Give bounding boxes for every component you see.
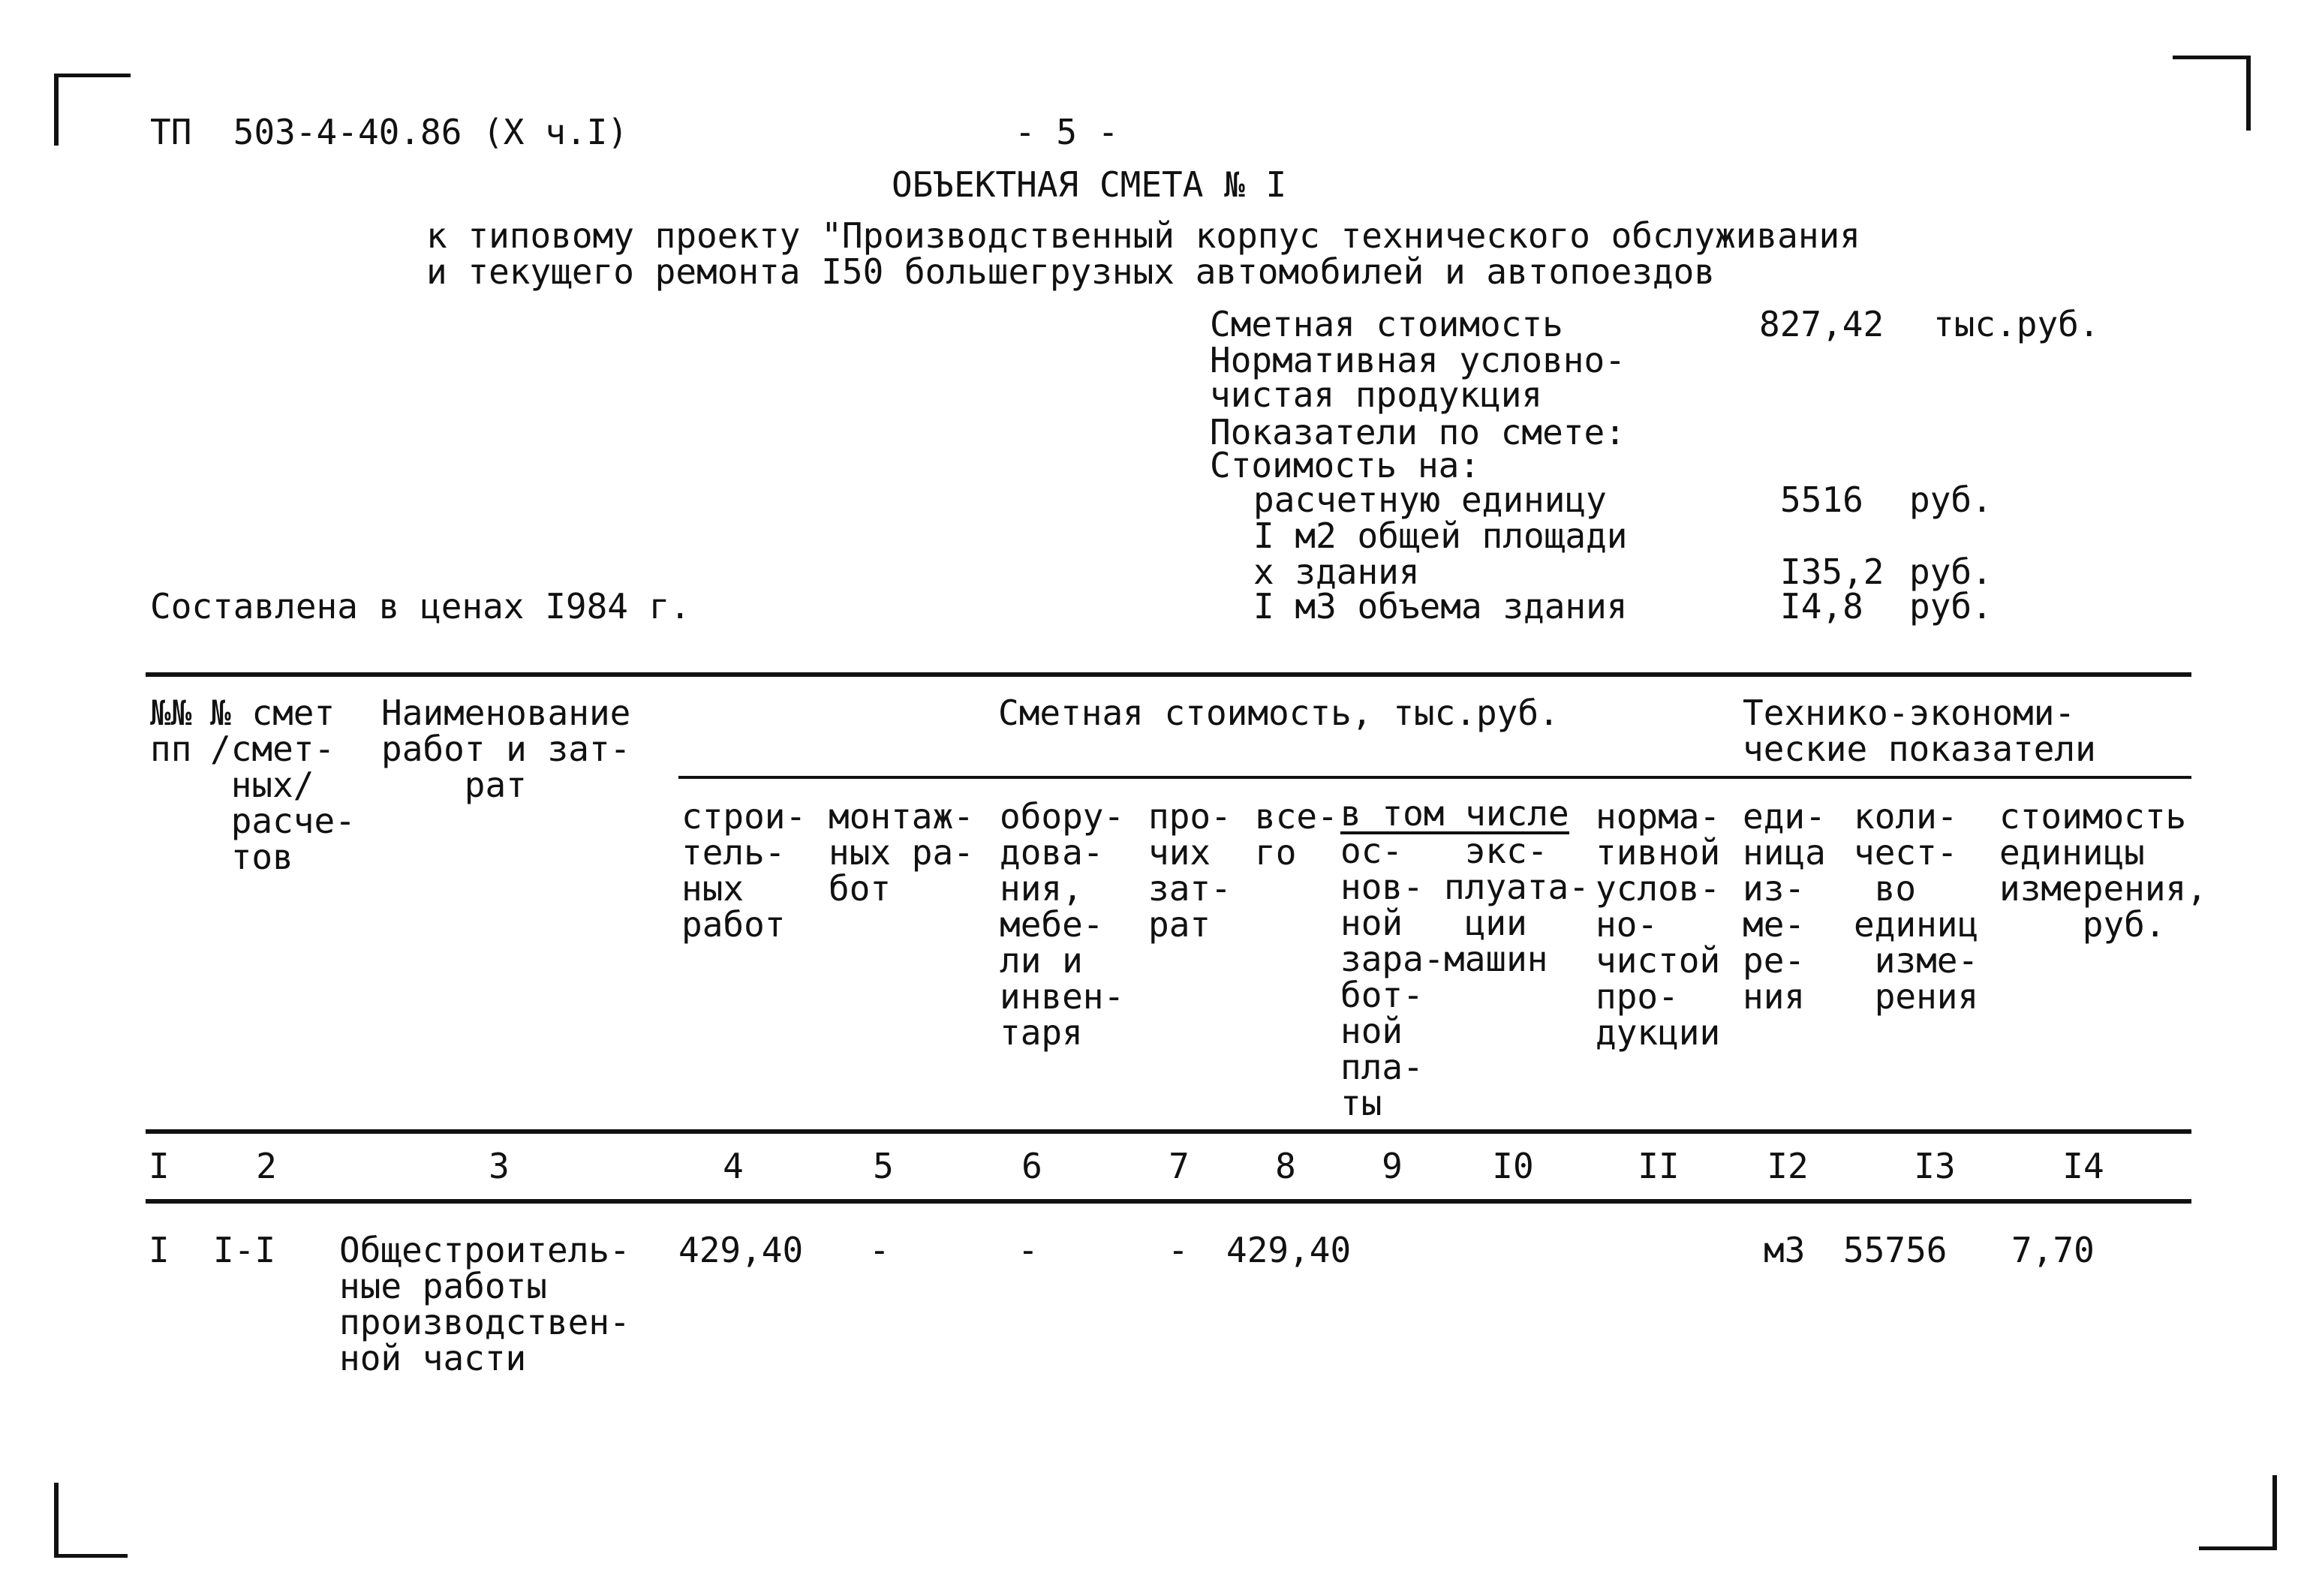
column-number: 7 <box>1169 1146 1190 1186</box>
column-number: I3 <box>1914 1146 1956 1186</box>
column-number: I0 <box>1492 1146 1534 1186</box>
corner-mark-bottom-left <box>54 1483 59 1558</box>
table-top-rule <box>146 672 2191 677</box>
column-number: 3 <box>489 1146 510 1186</box>
header-work-name: Наименование работ и зат- рат <box>381 693 631 805</box>
row-total: 429,40 <box>1226 1230 1352 1270</box>
row-construction: 429,40 <box>678 1230 804 1270</box>
corner-mark-bottom-left <box>54 1554 128 1558</box>
header-construction: строи- тель- ных работ <box>681 796 807 945</box>
unit-cost-unit: руб. <box>1909 479 1993 520</box>
row-equipment: - <box>1018 1230 1039 1270</box>
header-wages: ос- нов- ной зара- бот- ной пла- ты <box>1340 831 1445 1123</box>
row-quantity: 55756 <box>1843 1230 1948 1270</box>
column-number: 9 <box>1382 1146 1403 1186</box>
header-estimate-number: № смет /смет- ных/ расче- тов <box>210 693 356 877</box>
column-number: 6 <box>1021 1146 1042 1186</box>
corner-mark-top-right <box>2173 56 2251 59</box>
row-unit-cost: 7,70 <box>2011 1230 2095 1270</box>
column-number: 2 <box>256 1146 277 1186</box>
document-code: ТП 503-4-40.86 (Х ч.I) <box>150 112 628 152</box>
column-number: I2 <box>1767 1146 1809 1186</box>
indicators-label: Показатели по смете: <box>1210 412 1626 452</box>
header-other: про- чих зат- рат <box>1148 796 1232 945</box>
column-numbers-rule <box>146 1199 2191 1204</box>
row-mounting: - <box>869 1230 890 1270</box>
area-value: I35,2 <box>1780 552 1884 592</box>
header-normative: норма- тивной услов- но- чистой про- дукции <box>1596 796 1721 1053</box>
column-number: I4 <box>2062 1146 2104 1186</box>
header-unit: еди- ница из- ме- ре- ния <box>1743 796 1826 1017</box>
column-number: 8 <box>1275 1146 1296 1186</box>
row-unit: м3 <box>1764 1230 1806 1270</box>
normative-label-2: чистая продукция <box>1210 374 1543 415</box>
volume-unit: руб. <box>1909 586 1993 627</box>
unit-cost-label: расчетную единицу <box>1253 479 1607 520</box>
cost-on-label: Стоимость на: <box>1210 445 1481 485</box>
header-group-cost: Сметная стоимость, тыс.руб. <box>998 693 1560 733</box>
header-machines: экс- плуата- ции машин <box>1444 831 1590 979</box>
normative-label-1: Нормативная условно- <box>1210 340 1626 380</box>
unit-cost-value: 5516 <box>1780 479 1863 520</box>
corner-mark-bottom-right <box>2199 1546 2277 1550</box>
page-number: - 5 - <box>1015 112 1119 152</box>
row-other: - <box>1168 1230 1189 1270</box>
cost-unit: тыс.руб. <box>1933 304 2100 344</box>
corner-mark-top-left <box>54 74 131 77</box>
corner-mark-bottom-right <box>2272 1475 2277 1550</box>
header-equipment: обору- дова- ния, мебе- ли и инвен- таря <box>1000 796 1125 1053</box>
area-label-2: х здания <box>1253 552 1420 592</box>
column-number: II <box>1638 1146 1680 1186</box>
header-total: все- го <box>1255 796 1338 873</box>
prices-note: Составлена в ценах I984 г. <box>150 586 691 627</box>
column-number: 4 <box>723 1146 744 1186</box>
subtitle-line-1: к типовому проекту "Производственный корпус технического обслуживания <box>426 215 1860 256</box>
row-estimate-number: I-I <box>213 1230 276 1270</box>
area-unit: руб. <box>1909 552 1993 592</box>
corner-mark-top-right <box>2246 56 2251 131</box>
header-quantity: коли- чест- во единиц изме- рения <box>1854 796 1979 1017</box>
volume-value: I4,8 <box>1780 586 1863 627</box>
row-work-name: Общестроитель- ные работы производствен- ной части <box>339 1230 630 1378</box>
corner-mark-top-left <box>54 74 59 146</box>
column-number: I <box>149 1146 170 1186</box>
document-title: ОБЪЕКТНАЯ СМЕТА № I <box>892 164 1287 205</box>
subheader-rule <box>678 776 2191 779</box>
subtitle-line-2: и текущего ремонта I50 большегрузных автомобилей и автопоездов <box>426 251 1716 292</box>
row-number: I <box>149 1230 170 1270</box>
column-number: 5 <box>873 1146 894 1186</box>
cost-value: 827,42 <box>1759 304 1884 344</box>
header-row-number: №№ пп <box>150 693 192 769</box>
header-unit-cost: стоимость единицы измерения, руб. <box>1999 796 2207 945</box>
header-group-tech: Технико-экономи- ческие показатели <box>1743 693 2096 769</box>
volume-label: I м3 объема здания <box>1253 586 1628 627</box>
header-including: в том числе <box>1340 793 1569 834</box>
area-label-1: I м2 общей площади <box>1253 515 1628 556</box>
cost-label: Сметная стоимость <box>1210 304 1563 344</box>
header-bottom-rule <box>146 1129 2191 1134</box>
header-mounting: монтаж- ных ра- бот <box>829 796 974 909</box>
